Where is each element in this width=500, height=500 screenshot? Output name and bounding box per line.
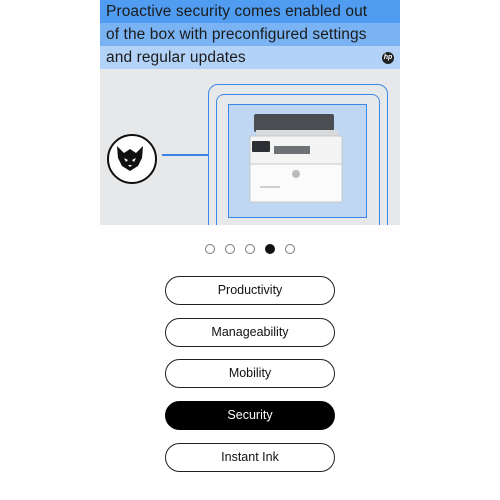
feature-tab-list <box>165 276 335 484</box>
tab-security[interactable]: Security <box>165 401 335 430</box>
carousel-dot-1[interactable] <box>205 244 215 254</box>
tab-manageability[interactable]: Manageability <box>165 318 335 347</box>
banner-line-1: Proactive security comes enabled out <box>100 0 400 23</box>
tab-mobility[interactable]: Mobility <box>165 359 335 388</box>
banner-line-3: and regular updates <box>100 46 400 69</box>
connector-line <box>162 154 208 156</box>
hp-logo-icon: hp <box>382 52 394 64</box>
tab-productivity[interactable]: Productivity <box>165 276 335 305</box>
carousel-dot-2[interactable] <box>225 244 235 254</box>
wolf-shield-icon <box>107 134 157 184</box>
feature-hero-image <box>100 0 400 225</box>
carousel-dot-3[interactable] <box>245 244 255 254</box>
tab-instant-ink[interactable]: Instant Ink <box>165 443 335 472</box>
carousel-indicator <box>0 244 500 254</box>
carousel-dot-4[interactable] <box>265 244 275 254</box>
carousel-dot-5[interactable] <box>285 244 295 254</box>
banner-line-2: of the box with preconfigured settings <box>100 23 400 46</box>
printer-image <box>246 114 348 204</box>
